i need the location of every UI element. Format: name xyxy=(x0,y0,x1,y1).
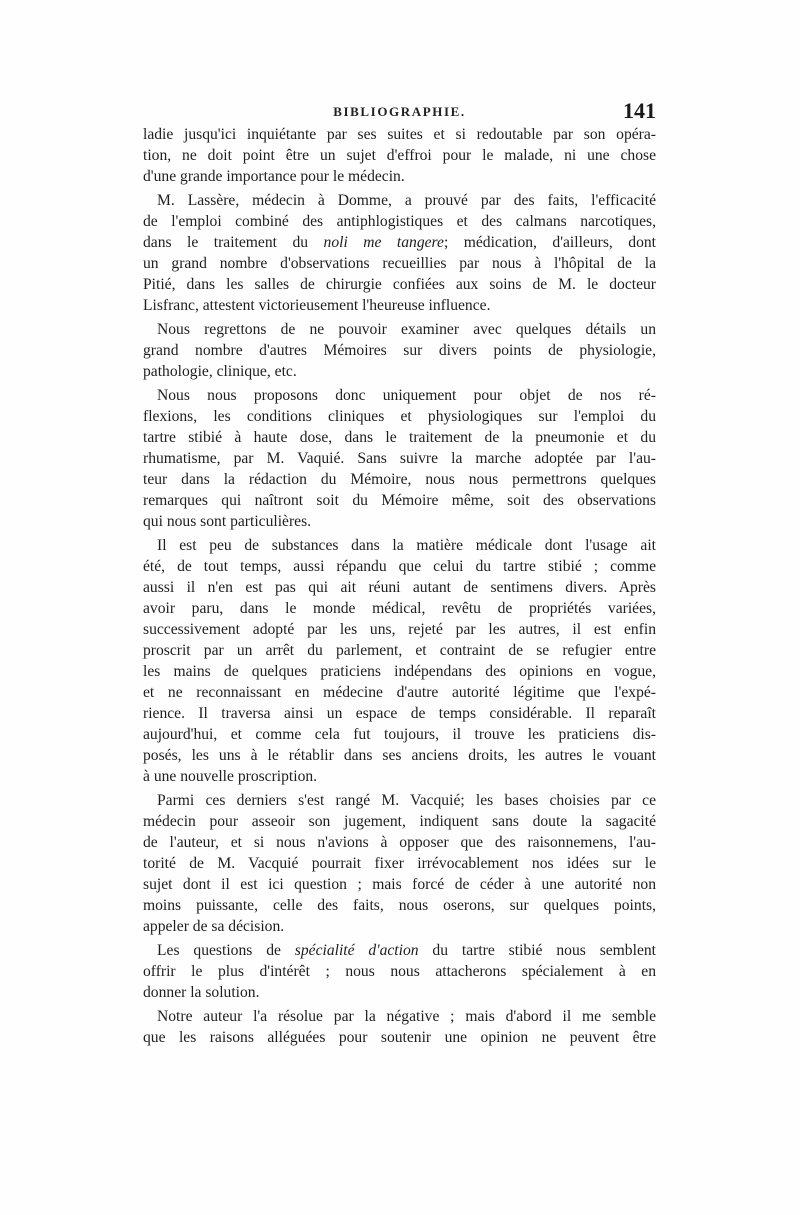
text-line: torité de M. Vacquié pourrait fixer irrévocablement nos idées sur le xyxy=(143,855,656,872)
paragraph xyxy=(143,124,656,187)
text-segment: dans le traitement du xyxy=(143,234,324,251)
text-line: Nous nous proposons donc uniquement pour objet de nos ré- xyxy=(157,387,656,404)
paragraph xyxy=(143,190,656,316)
text-line: donner la solution. xyxy=(143,984,260,1001)
text-line: Pitié, dans les salles de chirurgie confiées aux soins de M. le docteur xyxy=(143,276,656,293)
text-line: offrir le plus d'intérêt ; nous nous attacherons spécialement à en xyxy=(143,963,656,980)
text-line: qui nous sont particulières. xyxy=(143,513,312,530)
text-line: successivement adopté par les uns, rejeté par les autres, il est enfin xyxy=(143,621,656,638)
text-line: d'une grande importance pour le médecin. xyxy=(143,168,405,185)
text-line: appeler de sa décision. xyxy=(143,918,285,935)
text-line: aujourd'hui, et comme cela fut toujours, il trouve les praticiens dis- xyxy=(143,726,656,743)
page-number: 141 xyxy=(623,98,656,123)
body-text xyxy=(143,124,656,1051)
paragraph xyxy=(143,535,656,787)
text-line: Parmi ces derniers s'est rangé M. Vacquié; les bases choisies par ce xyxy=(157,792,656,809)
text-line: flexions, les conditions cliniques et physiologiques sur l'emploi du xyxy=(143,408,656,425)
text-line: posés, les uns à le rétablir dans ses anciens droits, les autres le vouant xyxy=(143,747,656,764)
text-line: été, de tout temps, aussi répandu que celui du tartre stibié ; comme xyxy=(143,558,656,575)
paragraph xyxy=(143,790,656,937)
text-line: pathologie, clinique, etc. xyxy=(143,363,297,380)
text-line: remarques qui naîtront soit du Mémoire même, soit des observations xyxy=(143,492,656,509)
text-line: proscrit par un arrêt du parlement, et contraint de se refugier entre xyxy=(143,642,656,659)
text-line: tion, ne doit point être un sujet d'effroi pour le malade, ni une chose xyxy=(143,147,656,164)
text-segment: Les questions de xyxy=(157,942,295,959)
text-line: rhumatisme, par M. Vaquié. Sans suivre la marche adoptée par l'au- xyxy=(143,450,656,467)
text-line: grand nombre d'autres Mémoires sur divers points de physiologie, xyxy=(143,342,656,359)
text-line: Lisfranc, attestent victorieusement l'heureuse influence. xyxy=(143,297,491,314)
paragraph xyxy=(143,385,656,532)
text-line: tartre stibié à haute dose, dans le traitement de la pneumonie et du xyxy=(143,429,656,446)
text-line: sujet dont il est ici question ; mais forcé de céder à une autorité non xyxy=(143,876,656,893)
text-line: à une nouvelle proscription. xyxy=(143,768,318,785)
text-line: et ne reconnaissant en médecine d'autre autorité légitime que l'expé- xyxy=(143,684,656,701)
text-line: de l'emploi combiné des antiphlogistiques et des calmans narcotiques, xyxy=(143,213,656,230)
text-line: avoir paru, dans le monde médical, revêtu de propriétés variées, xyxy=(143,600,656,617)
italic-term: spécialité d'action xyxy=(294,942,419,959)
paragraph xyxy=(143,940,656,1003)
text-line: moins puissante, celle des faits, nous oserons, sur quelques points, xyxy=(143,897,656,914)
text-line: Il est peu de substances dans la matière médicale dont l'usage ait xyxy=(157,537,656,554)
text-line-with-italic xyxy=(143,232,656,253)
text-line: que les raisons alléguées pour soutenir une opinion ne peuvent être xyxy=(143,1029,656,1046)
text-line-with-italic xyxy=(143,940,656,961)
text-line: rience. Il traversa ainsi un espace de temps considérable. Il reparaît xyxy=(143,705,656,722)
text-line: teur dans la rédaction du Mémoire, nous nous permettrons quelques xyxy=(143,471,656,488)
text-line: Nous regrettons de ne pouvoir examiner avec quelques détails un xyxy=(157,321,656,338)
running-title: BIBLIOGRAPHIE. xyxy=(333,104,466,119)
text-line: un grand nombre d'observations recueillies par nous à l'hôpital de la xyxy=(143,255,656,272)
text-line: les mains de quelques praticiens indépendans des opinions en vogue, xyxy=(143,663,656,680)
text-line: M. Lassère, médecin à Domme, a prouvé par des faits, l'efficacité xyxy=(157,192,656,209)
text-line: ladie jusqu'ici inquiétante par ses suites et si redoutable par son opéra- xyxy=(143,126,656,143)
paragraph xyxy=(143,319,656,382)
text-line: médecin pour asseoir son jugement, indiquent sans doute la sagacité xyxy=(143,813,656,830)
text-line: aussi il n'en est pas qui ait réuni autant de sentimens divers. Après xyxy=(143,579,656,596)
text-line: Notre auteur l'a résolue par la négative ; mais d'abord il me semble xyxy=(157,1008,656,1025)
text-segment: du tartre stibié nous semblent xyxy=(418,942,656,959)
text-segment: ; médication, d'ailleurs, dont xyxy=(443,234,656,251)
text-line: de l'auteur, et si nous n'avions à opposer que des raisonnemens, l'au- xyxy=(143,834,656,851)
paragraph xyxy=(143,1006,656,1048)
italic-term: noli me tangere xyxy=(323,234,444,251)
